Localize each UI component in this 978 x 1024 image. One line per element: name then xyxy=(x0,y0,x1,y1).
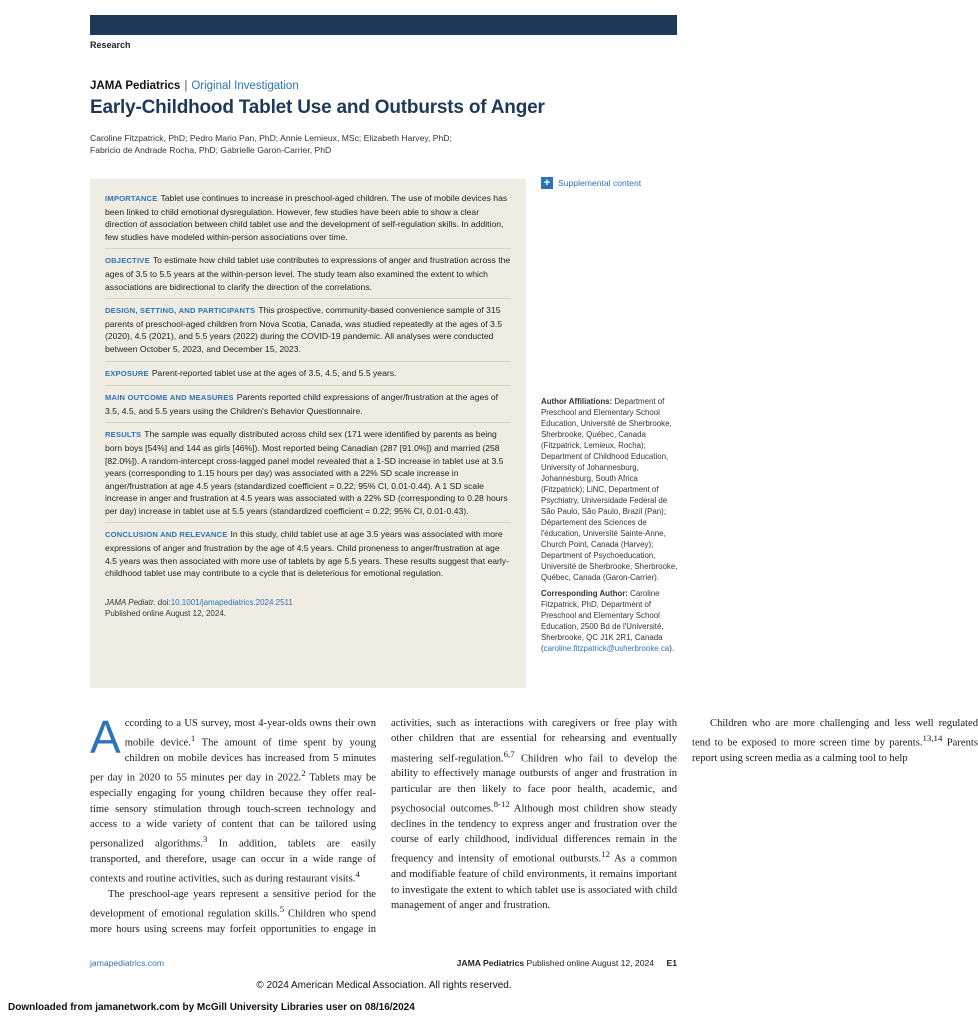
page-number: E1 xyxy=(666,958,677,968)
section-label: Research xyxy=(90,40,131,50)
abstract-conclusion xyxy=(105,528,511,584)
objective-heading: OBJECTIVE xyxy=(105,256,150,266)
outcome-heading: MAIN OUTCOME AND MEASURES xyxy=(105,393,234,403)
abstract-outcome xyxy=(105,391,511,423)
importance-heading: IMPORTANCE xyxy=(105,194,158,203)
copyright-notice: © 2024 American Medical Association. All rights reserved. xyxy=(256,980,512,991)
authors-line-1: Caroline Fitzpatrick, PhD; Pedro Mario Pan, PhD; Annie Lemieux, MSc; Elizabeth Harvey, PhD; xyxy=(90,133,452,143)
supplemental-content-link[interactable] xyxy=(541,177,641,189)
abstract-objective xyxy=(105,254,511,299)
citation-journal: JAMA Pediatr. xyxy=(105,597,156,607)
article-type: Original Investigation xyxy=(191,80,299,92)
abstract-box xyxy=(90,179,526,688)
conclusion-heading: CONCLUSION AND RELEVANCE xyxy=(105,530,228,540)
authors-line-2: Fabricio de Andrade Rocha, PhD; Gabrielle Garon-Carrier, PhD xyxy=(90,145,332,155)
article-title: Early-Childhood Tablet Use and Outbursts of Anger xyxy=(90,97,545,118)
abstract-exposure xyxy=(105,367,511,387)
citation-block xyxy=(105,597,511,619)
affiliations-label: Author Affiliations: xyxy=(541,397,613,406)
body-paragraph-3 xyxy=(692,716,978,766)
journal-line xyxy=(90,80,299,93)
design-text: This prospective, community-based convenience sample of 315 parents of preschool-aged children from Nova Scotia, Canada, was studied repeatedly at the ages of 3.5 (2020), 4.5 (2021), and 5.5 years (2022) during the COVID-19 pandemic. All analyses were conducted between October 5, 2023, and December 15, 2023. xyxy=(105,305,502,354)
exposure-text: Parent-reported tablet use at the ages of 3.5, 4.5, and 5.5 years. xyxy=(151,367,397,378)
results-text: The sample was equally distributed across child sex (171 were identified by parents as being born boys [54%] and 144 as girls [46%]). Most reported being Canadian (287 [91.0%]) and married (258 [82.0%]). A random-intercept cross-lagged panel model revealed that a 1-SD increase in tablet use at 3.5 years (corresponding to 1.15 hours per day) was associated with a 22% SD scale increase in anger/frustration at age 4.5 years (standardized coefficient = 0.22; 95% CI, 0.01-0.44). A 1 SD scale increase in anger and frustration at 4.5 years was associated with a 22% SD (corresponding to 0.28 hours per day) increase in tablet use at 5.5 years (standardized coefficient = 0.22; 95% CI, 0.01-0.43). xyxy=(105,429,508,516)
author-info-sidebar xyxy=(541,396,681,659)
published-date: Published online August 12, 2024. xyxy=(105,608,226,618)
corresponding-text: Caroline Fitzpatrick, PhD, Department of Preschool and Elementary School Education, 2500 Bd de l'Université, Sherbrooke, QC J1K 2R1, Canada ( xyxy=(541,589,664,653)
footer-site-link[interactable]: jamapediatrics.com xyxy=(90,958,165,968)
p1-text-c: Tablets may be especially engaging for young children because they offer real-time sensory stimulation through touch-screen technology and access to a wide variety of content that can be tailored using personalized algorithms. xyxy=(90,772,376,850)
ref-13-14[interactable]: 13,14 xyxy=(922,733,943,744)
download-notice: Downloaded from jamanetwork.com by McGill University Libraries user on 08/16/2024 xyxy=(8,1002,415,1013)
drop-cap: A xyxy=(90,711,121,763)
importance-text: Tablet use continues to increase in preschool-aged children. The use of mobile devices has been linked to child emotional dysregulation. However, few studies have been able to show a clear direction of association between child tablet use and the development of self-regulation skills. In addition, few studies have modeled within-person associations over time. xyxy=(105,193,508,242)
p2-text-b: Children who spend more hours using screens may forfeit opportunities to engage in activities, such as interactions with caregivers or free play with other children that are essential for rehearsing and eventually mastering self-regulation. xyxy=(90,718,677,936)
corresponding-close: ). xyxy=(669,644,675,653)
p1-text-a: ccording to a US survey, most 4-year-olds owns their own mobile device. xyxy=(124,718,376,749)
corresponding-author xyxy=(541,588,681,654)
p3-text-a: Children who are more challenging and less well regulated tend to be exposed to more screen time by parents. xyxy=(692,718,978,749)
footer-journal-info xyxy=(457,958,677,968)
p1-text-b: The amount of time spent by young children on mobile devices has increased from 5 minutes per day in 2020 to 55 minutes per day in 2022. xyxy=(90,737,376,784)
p2-text-e: As a common and modifiable feature of child environments, it remains important to investigate the extent to which tablet use is associated with child management of anger and frustration. xyxy=(391,853,677,911)
objective-text: To estimate how child tablet use contributes to expressions of anger and frustration across the ages of 3.5 to 5.5 years at the within-person level. The study team also examined the extent to which associations are bidirectional to clarify the direction of the correlations. xyxy=(105,255,511,292)
ref-6-7[interactable]: 6,7 xyxy=(503,748,515,759)
ref-3[interactable]: 3 xyxy=(202,834,208,845)
abstract-importance xyxy=(105,192,511,249)
abstract-design xyxy=(105,304,511,361)
p2-text-a: The preschool-age years represent a sensitive period for the development of emotional regulation skills. xyxy=(90,889,376,920)
footer-journal: JAMA Pediatrics xyxy=(456,958,525,968)
affiliations-text: Department of Preschool and Elementary School Education, Université de Sherbrooke, Sherbrooke, Québec, Canada (Fitzpatrick, Lemieux, Rocha); Department of Childhood Education, University of Johannesburg, Johannesburg, South Africa (Fitzpatrick); LiNC, Department of Psychiatry, Universidade Federal de São Paulo, São Paulo, Brazil (Pan); Département des Sciences de l'éducation, Université Sainte-Anne, Church Point, Canada (Harvey); Department of Psychoeducation, Université de Sherbrooke, Sherbrooke, Québec, Canada (Garon-Carrier). xyxy=(541,397,678,582)
author-list xyxy=(90,132,510,156)
body-paragraph-1 xyxy=(90,711,376,887)
ref-12[interactable]: 12 xyxy=(601,849,611,860)
abstract-results xyxy=(105,428,511,523)
p2-text-c: Children who fail to develop the ability to effectively manage outbursts of anger and frustration in particular are then likely to face poor health, academic, and psychosocial outcomes. xyxy=(391,753,677,815)
citation-doi-prefix: doi: xyxy=(157,597,171,607)
citation-doi-link[interactable]: 10.1001/jamapediatrics.2024.2511 xyxy=(170,597,293,607)
supplemental-label: Supplemental content xyxy=(558,178,642,188)
email-link[interactable]: caroline.fitzpatrick@usherbrooke.ca xyxy=(543,644,670,653)
footer-published: Published online August 12, 2024 xyxy=(526,958,655,968)
journal-separator: | xyxy=(184,80,188,92)
corresponding-label: Corresponding Author: xyxy=(541,589,628,598)
outcome-text: Parents reported child expressions of anger/frustration at the ages of 3.5, 4.5, and 5.5 years using the Children's Behavior Questionnaire. xyxy=(105,392,499,416)
author-affiliations xyxy=(541,396,681,583)
top-banner xyxy=(90,15,677,35)
ref-4[interactable]: 4 xyxy=(355,869,360,880)
ref-5[interactable]: 5 xyxy=(279,904,285,915)
article-body xyxy=(90,711,978,948)
ref-2[interactable]: 2 xyxy=(301,768,306,779)
design-heading: DESIGN, SETTING, AND PARTICIPANTS xyxy=(105,306,256,316)
p3-text-b: Parents report using screen media as a calming tool to help xyxy=(692,737,978,765)
results-heading: RESULTS xyxy=(105,430,142,440)
exposure-heading: EXPOSURE xyxy=(105,368,149,378)
plus-icon: + xyxy=(541,177,553,189)
p2-text-d: Although most children show steady declines in the tendency to express anger and frustration over the course of early childhood, individual differences remain in the frequency and intensity of emotional outbursts. xyxy=(391,803,678,865)
conclusion-text: In this study, child tablet use at age 3.5 years was associated with more expressions of anger and frustration by the age of 4.5 years. Child proneness to anger/frustration at age 4.5 years was then associated with more use of tablets by age 5.5 years. These results suggest that early-childhood tablet use may contribute to a cycle that is deleterious for emotional regulation. xyxy=(105,529,509,579)
ref-1[interactable]: 1 xyxy=(190,733,196,744)
ref-8-12[interactable]: 8-12 xyxy=(493,799,510,810)
journal-name: JAMA Pediatrics xyxy=(90,80,181,92)
p1-text-d: In addition, tablets are easily transported, and therefore, usage can occur in a wide range of contexts and routine activities, such as during restaurant visits. xyxy=(90,838,376,885)
